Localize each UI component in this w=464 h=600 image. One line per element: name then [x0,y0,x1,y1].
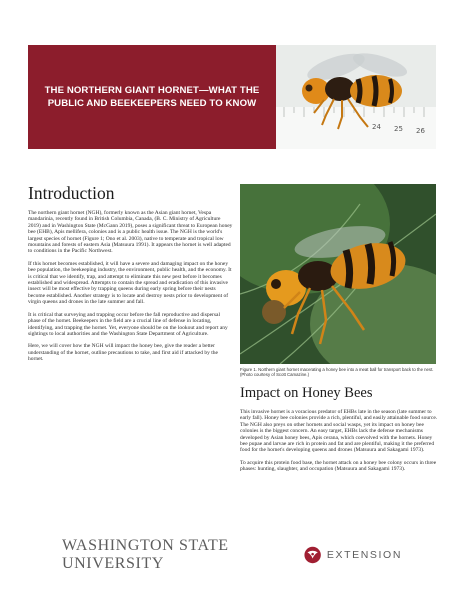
intro-paragraph: It is critical that surveying and trapping occur before the fall reproductive and dispersal phase of the hornet. Beekeepers in the field are a crucial line of defense in locating, identifying, and trapping the hornet. Yet, everyone should be on the lookout and report any sightings to local authorities and the Washington State Department of Agriculture. [28,311,228,337]
ruler-mark-25: 25 [394,125,403,133]
introduction-heading: Introduction [28,183,115,203]
impact-body [240,409,438,479]
university-name: WASHINGTON STATE UNIVERSITY [62,537,229,572]
document-title: THE NORTHERN GIANT HORNET—WHAT THE PUBLIC AND BEEKEEPERS NEED TO KNOW [44,85,260,109]
impact-heading: Impact on Honey Bees [240,385,373,401]
hornet-ruler-photo [276,45,436,149]
extension-label: EXTENSION [326,549,402,561]
impact-paragraph: To acquire this protein food base, the hornet attack on a honey bee colony occurs in three phases: hunting, slaughter, and occupation (Matsuura and Sakagami 1973). [240,459,437,473]
wsu-cougar-logo-icon [304,545,321,565]
figure-1-caption: Figure 1. Northern giant hornet macerating a honey bee into a meat ball for transport back to the nest. (Photo courtesy of Scott Camazine.) [240,367,434,378]
intro-paragraph: If this hornet becomes established, it will have a severe and damaging impact on the honey bee population, the beekeeping industry, the environment, public health, and the economy. It is critical that we identify, trap, and attempt to eliminate this new pest before it becomes established and widespread. Attempts to contain the spread and eradication of this invasive insect will be most effective by trapping queens during early spring before their nests become established. Another strategy is to locate and destroy nests prior to development of virgin queens and drones in the late summer and fall. [28,260,232,306]
impact-paragraph: This invasive hornet is a voracious predator of EHBs late in the season (late summer to early fall). Honey bee colonies provide a rich, plentiful, and easily attainable food source. The NGH also preys on other hornets and social wasps, yet its impact on honey bee colonies is the biggest concern. An easy target, EHBs lack the defense mechanisms developed by Asian honey bees, Apis cerana, which coevolved with the hornets. Honey bee pupae and larvae are rich in protein and fat and are plentiful, making it the preferred food for the hornet's developing queens and drones (Matsuura and Sakagami 1973). [240,409,438,454]
figure-1-photo [240,184,436,364]
ruler-mark-26: 26 [416,127,425,135]
wsu-extension-footer [62,537,402,572]
intro-paragraph: The northern giant hornet (NGH), formerly known as the Asian giant hornet, Vespa mandarinia, recently found in British Columbia, Canada, (B. C. Ministry of Agriculture 2019) and in Washington State (McGann 2019), poses a significant threat to European honey bee (EHB), Apis mellifera, colonies and is a public health issue. The NGH is the world's largest species of hornet (Figure 1; Ono et al. 2003), native to temperate and tropical low mountains and forests of eastern Asia (Matsuura 1991). It appears the hornet is well adapted to conditions in the Pacific Northwest. [28,210,233,255]
introduction-body [28,210,233,369]
intro-paragraph: Here, we will cover how the NGH will impact the honey bee, give the reader a better understanding of the hornet, outline precautions to take, and first aid if attacked by the hornet. [28,343,218,363]
ruler-mark-24: 24 [372,123,381,131]
title-banner [28,45,276,149]
